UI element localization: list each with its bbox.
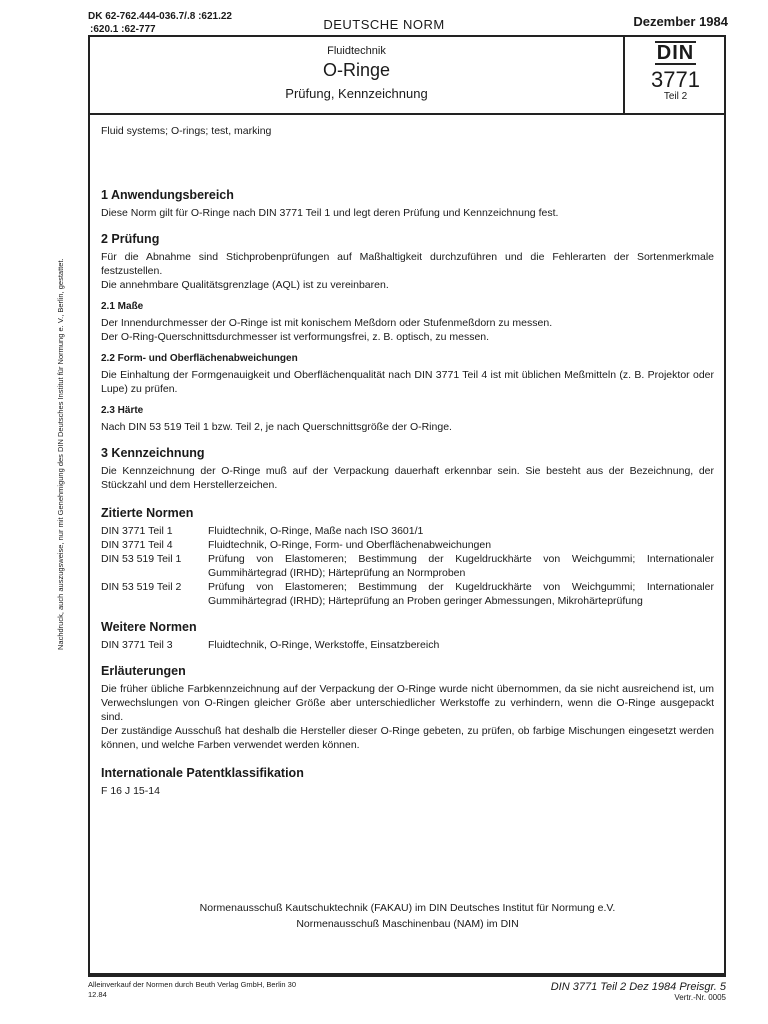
section-1-text: Diese Norm gilt für O-Ringe nach DIN 3771 Teil 1 und legt deren Prüfung und Kennzeichnung fest. bbox=[101, 207, 559, 219]
explanations-heading: Erläuterungen bbox=[101, 664, 186, 678]
cited-norm-code: DIN 3771 Teil 4 bbox=[101, 539, 173, 551]
issue-date: Dezember 1984 bbox=[633, 14, 728, 29]
distribution-number: Vertr.-Nr. 0005 bbox=[674, 993, 726, 1002]
further-norm-code: DIN 3771 Teil 3 bbox=[101, 639, 173, 651]
cited-norm-row bbox=[101, 552, 714, 580]
patent-code: F 16 J 15-14 bbox=[101, 785, 160, 797]
title-block bbox=[90, 45, 623, 101]
section-2-heading: 2 Prüfung bbox=[101, 232, 160, 246]
footer-rule bbox=[88, 975, 726, 977]
print-date: 12.84 bbox=[88, 990, 107, 999]
section-2-2-heading: 2.2 Form- und Oberflächenabweichungen bbox=[101, 353, 298, 364]
cited-norm-code: DIN 3771 Teil 1 bbox=[101, 525, 173, 537]
footer-left bbox=[88, 980, 296, 1000]
din-block bbox=[625, 41, 726, 102]
cited-norm-row bbox=[101, 580, 714, 608]
reprint-note: Nachdruck, auch auszugsweise, nur mit Genehmigung des DIN Deutsches Institut für Normung e. V., Berlin, gestattet. bbox=[56, 258, 65, 650]
english-title: Fluid systems; O-rings; test, marking bbox=[101, 125, 272, 137]
main-content bbox=[101, 124, 714, 798]
section-2-3-heading: 2.3 Härte bbox=[101, 405, 144, 416]
further-norm-text: Fluidtechnik, O-Ringe, Werkstoffe, Einsatzbereich bbox=[208, 639, 440, 651]
committee-line-1: Normenausschuß Kautschuktechnik (FAKAU) im DIN Deutsches Institut für Normung e.V. bbox=[199, 902, 616, 914]
patent-heading: Internationale Patentklassifikation bbox=[101, 766, 304, 780]
subject-label: Fluidtechnik bbox=[327, 45, 386, 57]
title-box bbox=[88, 35, 726, 115]
section-2-2-text: Die Einhaltung der Formgenauigkeit und Oberflächenqualität nach DIN 3771 Teil 4 ist mit üblichen Meßmitteln (z. B. Projektor oder Lupe) zu prüfen. bbox=[101, 369, 714, 395]
cited-norms-heading: Zitierte Normen bbox=[101, 506, 194, 520]
cited-norm-code: DIN 53 519 Teil 2 bbox=[101, 581, 182, 593]
section-2-1-text-2: Der O-Ring-Querschnittsdurchmesser ist verformungsfrei, z. B. optisch, zu messen. bbox=[101, 331, 490, 343]
committee-line-2: Normenausschuß Maschinenbau (NAM) im DIN bbox=[296, 918, 519, 930]
din-part: Teil 2 bbox=[663, 91, 688, 102]
dk-line-1: DK 62-762.444-036.7/.8 :621.22 bbox=[88, 11, 232, 22]
din-number: 3771 bbox=[651, 67, 700, 92]
document-title: O-Ringe bbox=[322, 60, 391, 80]
committee-block bbox=[101, 900, 714, 932]
section-3-heading: 3 Kennzeichnung bbox=[101, 446, 205, 460]
cited-norm-row bbox=[101, 524, 714, 538]
document-subtitle: Prüfung, Kennzeichnung bbox=[285, 86, 428, 101]
section-2-1-heading: 2.1 Maße bbox=[101, 301, 144, 312]
further-norm-row bbox=[101, 638, 714, 652]
publisher-note: Alleinverkauf der Normen durch Beuth Verlag GmbH, Berlin 30 bbox=[88, 980, 297, 989]
section-2-text: Für die Abnahme sind Stichprobenprüfungen auf Maßhaltigkeit durchzuführen und die Fehlerarten der Sortenmerkmale festzustellen. bbox=[101, 251, 714, 277]
document-reference: DIN 3771 Teil 2 Dez 1984 Preisgr. 5 bbox=[550, 981, 726, 993]
norm-label: DEUTSCHE NORM bbox=[323, 17, 445, 32]
cited-norm-text: Prüfung von Elastomeren; Bestimmung der Kugeldruckhärte von Weichgummi; Internationaler Gummihärtegrad (IRHD); Härteprüfung an Proben geringer Abmessungen, Mikrohärteprüfung bbox=[208, 581, 714, 607]
section-2-aql: Die annehmbare Qualitätsgrenzlage (AQL) ist zu vereinbaren. bbox=[101, 279, 389, 291]
footer-right bbox=[551, 981, 726, 1002]
explanations-text-1: Die früher übliche Farbkennzeichnung auf der Verpackung der O-Ringe wurde nicht übernommen, da sie nicht ausreichend ist, um Verwechslungen von O-Ringen gleicher Größe aber unterschiedlicher Werkstoffe zu verhindern, wenn die O-Ringe ausgepackt sind. bbox=[101, 683, 714, 723]
cited-norm-row bbox=[101, 538, 714, 552]
section-3-text: Die Kennzeichnung der O-Ringe muß auf der Verpackung dauerhaft erkennbar sein. Sie besteht aus der Bezeichnung, der Stückzahl und dem Herstellerzeichen. bbox=[101, 465, 714, 491]
cited-norm-text: Fluidtechnik, O-Ringe, Form- und Oberflächenabweichungen bbox=[208, 539, 492, 551]
section-2-3-text: Nach DIN 53 519 Teil 1 bzw. Teil 2, je nach Querschnittsgröße der O-Ringe. bbox=[101, 421, 452, 433]
explanations-text-2: Der zuständige Ausschuß hat deshalb die Hersteller dieser O-Ringe gebeten, zu prüfen, ob farbige Mischungen eingesetzt werden können, und welche Farben verwendet werden können. bbox=[101, 725, 714, 751]
din-logo: DIN bbox=[656, 42, 695, 64]
dk-line-2: :620.1 :62-777 bbox=[90, 24, 156, 35]
further-norms-heading: Weitere Normen bbox=[101, 620, 197, 634]
cited-norm-code: DIN 53 519 Teil 1 bbox=[101, 553, 182, 565]
cited-norm-text: Prüfung von Elastomeren; Bestimmung der Kugeldruckhärte von Weichgummi; Internationaler Gummihärtegrad (IRHD); Härteprüfung an Normproben bbox=[208, 553, 714, 579]
cited-norm-text: Fluidtechnik, O-Ringe, Maße nach ISO 3601/1 bbox=[208, 525, 424, 537]
section-1-heading: 1 Anwendungsbereich bbox=[101, 188, 234, 202]
cited-norms-list bbox=[101, 524, 714, 608]
section-2-1-text-1: Der Innendurchmesser der O-Ringe ist mit konischem Meßdorn oder Stufenmeßdorn zu messen. bbox=[101, 317, 553, 329]
